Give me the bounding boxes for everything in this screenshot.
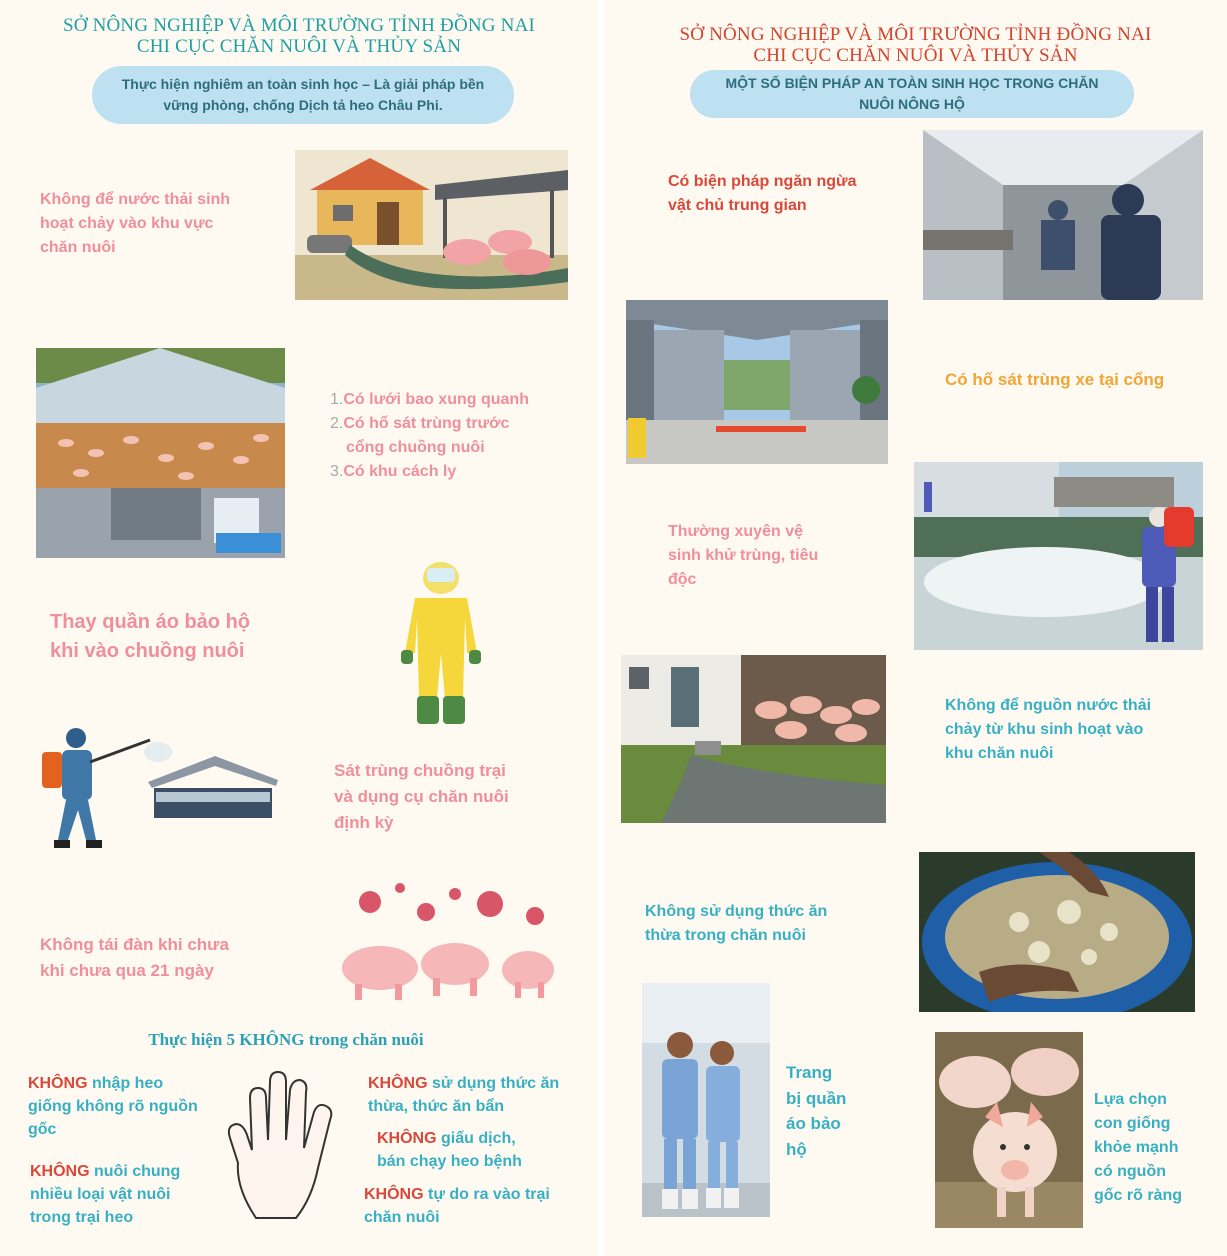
fenced-pig-barn-photo xyxy=(36,348,285,558)
healthy-piglets-photo xyxy=(935,1032,1083,1228)
left-org-header xyxy=(0,15,598,57)
right-breed-text: Lựa chọn con giống khỏe mạnh có nguồn gốc rõ ràng xyxy=(1094,1091,1183,1204)
spray-disinfection-photo xyxy=(914,462,1203,650)
right-clean-text: Thường xuyên vệ sinh khử trùng, tiêu độc xyxy=(668,523,819,588)
no-free-entry-rule: KHÔNG tự do ra vào trại chăn nuôi xyxy=(364,1186,550,1226)
left-infographic-panel xyxy=(0,0,598,1256)
right-gate-text: Có hố sát trùng xe tại cổng xyxy=(945,370,1165,389)
workers-protective-clothing-photo xyxy=(642,983,770,1217)
left-banner xyxy=(92,66,514,124)
left-banner-line2: vững phòng, chống Dịch tả heo Châu Phi. xyxy=(163,97,443,113)
right-org-line2: CHI CỤC CHĂN NUÔI VÀ THỦY SẢN xyxy=(753,45,1078,66)
drainage-pig-pen-photo xyxy=(621,655,886,823)
farm-wastewater-illustration xyxy=(295,150,568,300)
leftover-feed-barrel-photo xyxy=(919,852,1195,1012)
left-clothes-text: Thay quần áo bảo hộ khi vào chuồng nuôi xyxy=(50,611,251,662)
sick-pigs-virus-illustration xyxy=(330,878,560,1006)
no-dirty-feed-rule: KHÔNG sử dụng thức ăn thừa, thức ăn bẩn xyxy=(368,1075,560,1115)
left-disinfect-text: Sát trùng chuồng trại và dụng cụ chăn nuôi định kỳ xyxy=(334,761,509,832)
disinfecting-barn-illustration xyxy=(40,722,280,854)
right-banner xyxy=(690,70,1134,118)
right-infographic-panel xyxy=(604,0,1227,1256)
right-org-header xyxy=(604,24,1227,66)
no-hiding-disease-rule: KHÔNG giấu dịch, bán chạy heo bệnh xyxy=(377,1130,522,1170)
left-org-line1: SỞ NÔNG NGHIỆP VÀ MÔI TRƯỜNG TỈNH ĐỒNG NAI xyxy=(62,15,536,36)
barrier-list: 1.Có lưới bao xung quanh 2.Có hố sát trùng trước cổng chuồng nuôi 3.Có khu cách ly xyxy=(330,388,529,484)
list-item: 2.Có hố sát trùng trước xyxy=(330,415,510,432)
left-wastewater-text: Không để nước thải sinh hoạt chảy vào khu vực chăn nuôi xyxy=(40,191,231,256)
netted-corridor-photo xyxy=(923,130,1203,300)
no-mixed-livestock-rule: KHÔNG nuôi chung nhiều loại vật nuôi trong trại heo xyxy=(30,1163,181,1226)
left-banner-line1: Thực hiện nghiêm an toàn sinh học – Là giải pháp bền xyxy=(121,76,485,92)
list-item: 3.Có khu cách ly xyxy=(330,463,457,480)
right-feed-text: Không sử dụng thức ăn thừa trong chăn nuôi xyxy=(645,903,828,944)
right-org-line1: SỞ NÔNG NGHIỆP VÀ MÔI TRƯỜNG TỈNH ĐỒNG NAI xyxy=(679,24,1152,45)
left-restock-text: Không tái đàn khi chưa khi chưa qua 21 ngày xyxy=(40,935,229,980)
right-vector-text: Có biện pháp ngăn ngừa vật chủ trung gian xyxy=(668,173,857,214)
hand-five-fingers-icon xyxy=(216,1068,348,1224)
right-ppe-text: Trang bị quần áo bảo hộ xyxy=(786,1063,847,1159)
vehicle-disinfection-gate-photo xyxy=(626,300,888,464)
right-banner-line2: NUÔI NÔNG HỘ xyxy=(859,96,965,112)
five-no-title: Thực hiện 5 KHÔNG trong chăn nuôi xyxy=(148,1030,424,1049)
left-org-line2: CHI CỤC CHĂN NUÔI VÀ THỦY SẢN xyxy=(136,36,462,57)
right-water-text: Không để nguồn nước thải chảy từ khu sinh hoạt vào khu chăn nuôi xyxy=(945,697,1152,762)
protective-suit-illustration xyxy=(395,558,487,730)
no-import-rule: KHÔNG nhập heo giống không rõ nguồn gốc xyxy=(28,1075,198,1138)
right-banner-line1: MỘT SỐ BIỆN PHÁP AN TOÀN SINH HỌC TRONG CHĂN xyxy=(725,75,1099,91)
list-item: 1.Có lưới bao xung quanh xyxy=(330,391,529,408)
